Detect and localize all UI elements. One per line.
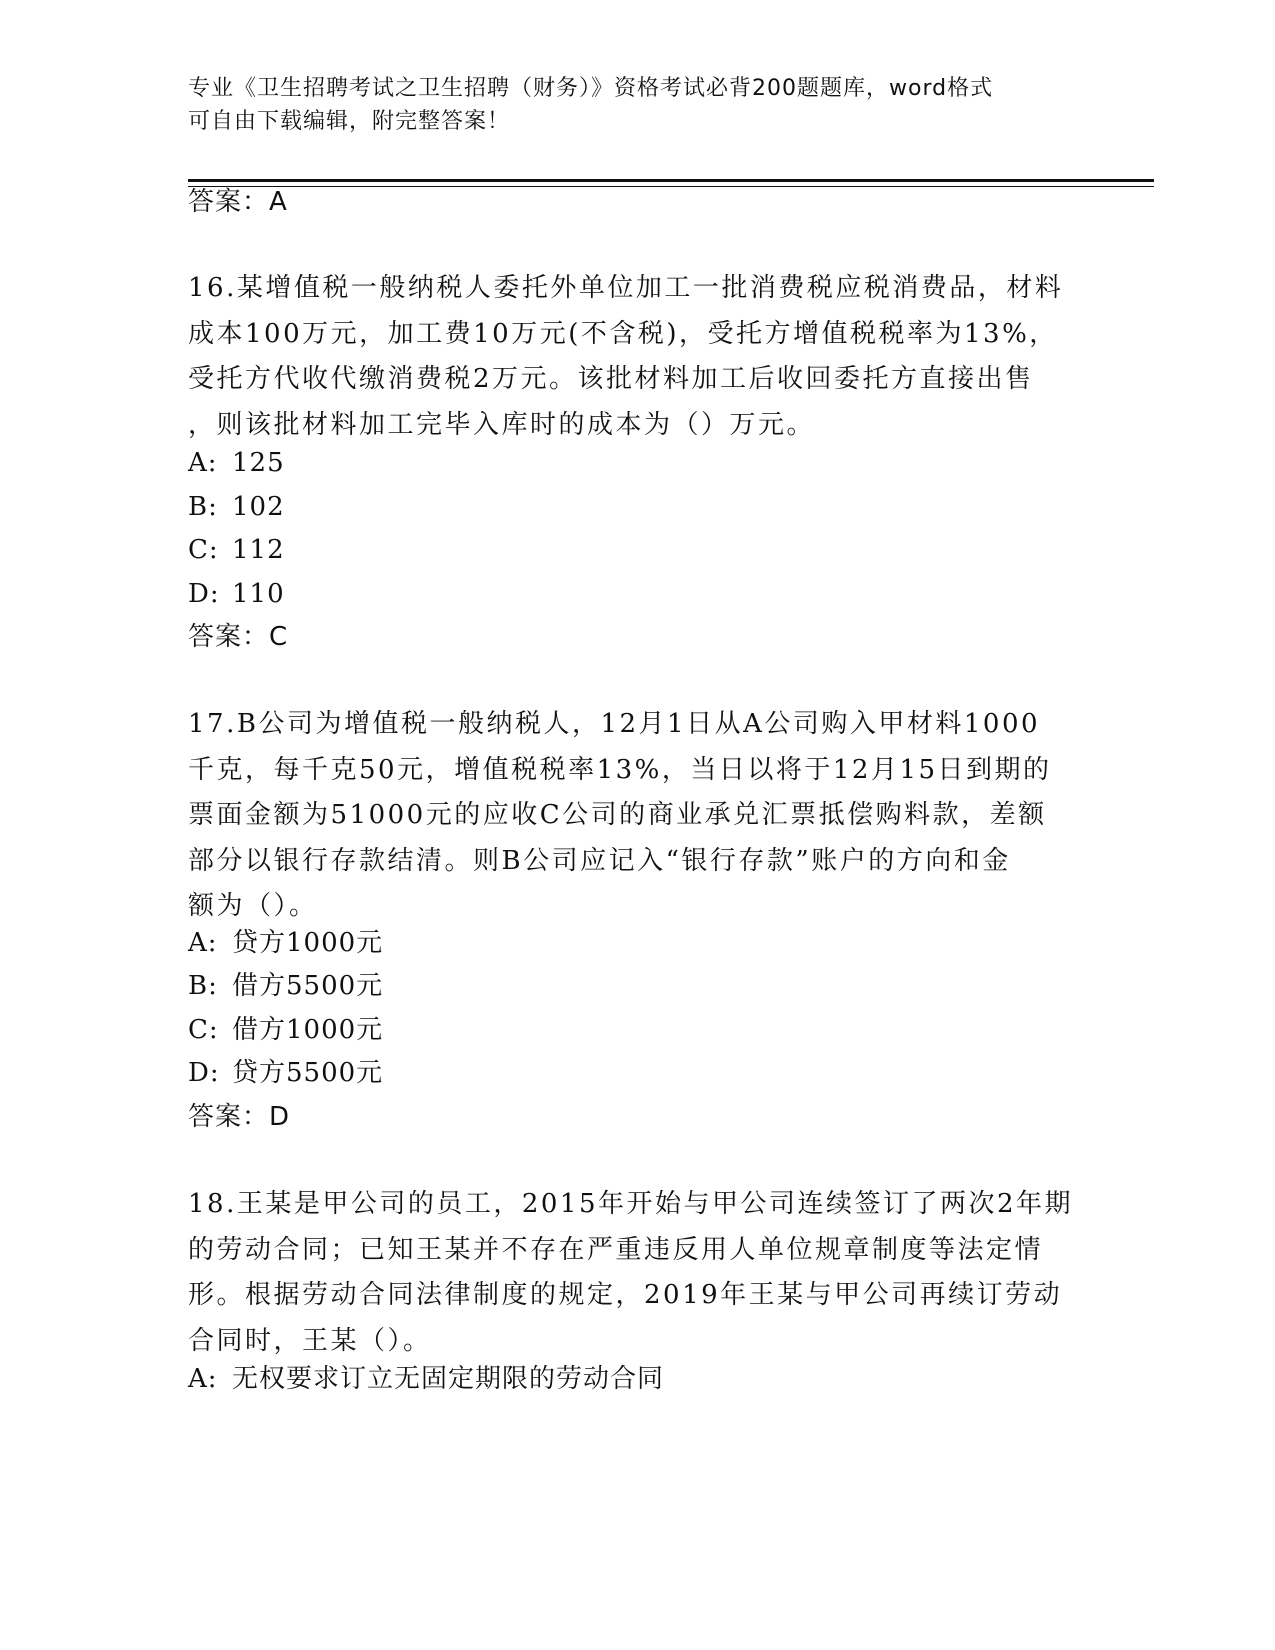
header-rule-thin — [188, 186, 1154, 187]
option-label: A: — [188, 1364, 218, 1394]
option-label: B: — [188, 971, 218, 1001]
question-18-text — [188, 1182, 1088, 1364]
question-17-option-a — [188, 927, 383, 959]
question-line: 额为（）。 — [188, 891, 318, 921]
question-line: 成本100万元，加工费10万元(不含税)，受托方增值税税率为13%， — [188, 318, 1058, 349]
question-16-option-d — [188, 578, 285, 610]
header-rule-thick — [188, 179, 1154, 182]
page-header — [188, 72, 1088, 138]
question-17-answer: 答案：D — [188, 1102, 291, 1132]
option-label: D: — [188, 1058, 220, 1088]
option-text: 110 — [232, 579, 285, 609]
question-16-option-b — [188, 491, 285, 523]
option-text: 借方1000元 — [232, 1015, 384, 1045]
question-16-option-c — [188, 534, 285, 566]
question-16-option-a — [188, 447, 285, 479]
option-text: 贷方1000元 — [232, 928, 384, 958]
question-line: 票面金额为51000元的应收C公司的商业承兑汇票抵偿购料款，差额 — [188, 800, 1047, 830]
question-line: 17.B公司为增值税一般纳税人，12月1日从A公司购入甲材料1000 — [188, 709, 1041, 739]
question-line: ，则该批材料加工完毕入库时的成本为（）万元。 — [188, 409, 816, 440]
option-text: 112 — [232, 535, 285, 565]
previous-answer: 答案：A — [188, 187, 288, 217]
header-line-1: 专业《卫生招聘考试之卫生招聘（财务）》资格考试必背200题题库，word格式 — [188, 76, 994, 101]
option-label: A: — [188, 448, 218, 478]
option-text: 借方5500元 — [232, 971, 384, 1001]
question-16-answer: 答案：C — [188, 622, 289, 652]
option-text: 无权要求订立无固定期限的劳动合同 — [232, 1364, 665, 1394]
option-label: C: — [188, 1015, 219, 1045]
option-label: B: — [188, 492, 218, 522]
header-line-2: 可自由下载编辑，附完整答案！ — [188, 109, 511, 134]
option-label: D: — [188, 579, 220, 609]
question-17-option-c — [188, 1014, 383, 1046]
option-label: C: — [188, 535, 219, 565]
question-line: 合同时，王某（）。 — [188, 1325, 432, 1356]
option-text: 125 — [232, 448, 285, 478]
option-text: 贷方5500元 — [232, 1058, 384, 1088]
question-line: 18.王某是甲公司的员工，2015年开始与甲公司连续签订了两次2年期 — [188, 1189, 1074, 1219]
question-18-option-a — [188, 1363, 664, 1395]
question-line: 的劳动合同；已知王某并不存在严重违反用人单位规章制度等法定情 — [188, 1234, 1044, 1265]
question-line: 部分以银行存款结清。则B公司应记入“银行存款”账户的方向和金 — [188, 845, 1011, 876]
question-line: 千克，每千克50元，增值税税率13%，当日以将于12月15日到期的 — [188, 754, 1052, 785]
question-line: 16.某增值税一般纳税人委托外单位加工一批消费税应税消费品，材料 — [188, 273, 1064, 303]
question-17-text — [188, 702, 1088, 930]
question-17-option-b — [188, 970, 383, 1002]
question-line: 形。根据劳动合同法律制度的规定，2019年王某与甲公司再续订劳动 — [188, 1280, 1063, 1310]
question-line: 受托方代收代缴消费税2万元。该批材料加工后收回委托方直接出售 — [188, 364, 1034, 394]
option-text: 102 — [232, 492, 285, 522]
question-16-text — [188, 266, 1088, 448]
option-label: A: — [188, 928, 218, 958]
question-17-option-d — [188, 1057, 383, 1089]
